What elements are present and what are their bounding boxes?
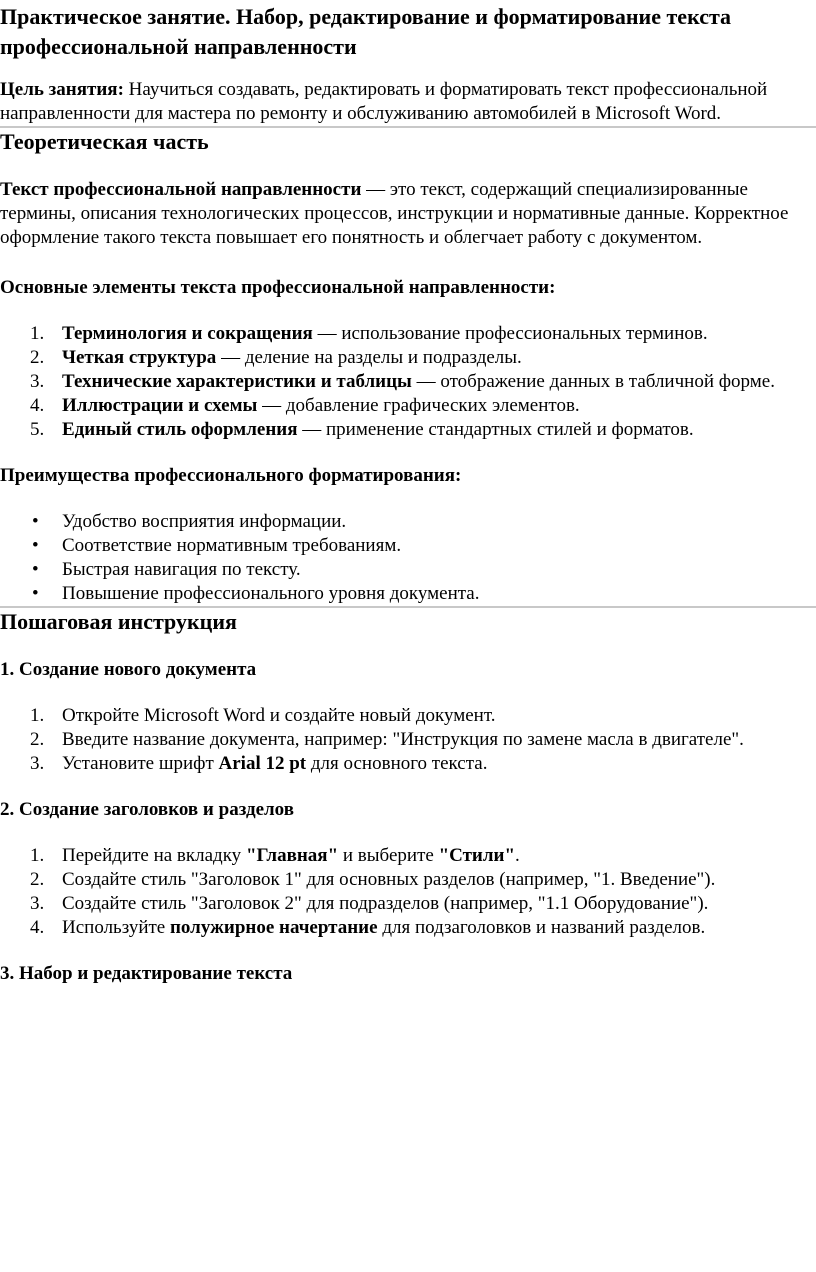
- list-item: [0, 534, 816, 558]
- step-section-2-list: [0, 844, 816, 940]
- list-item-text: — применение стандартных стилей и форматов.: [297, 419, 694, 440]
- list-item-bold-2: "Стили": [438, 845, 516, 866]
- list-number: 3.: [30, 753, 45, 774]
- list-item-term: Иллюстрации и схемы: [62, 395, 258, 416]
- list-item: [0, 844, 816, 868]
- step-section-2-heading: 2. Создание заголовков и разделов: [0, 799, 294, 820]
- list-item: [0, 704, 816, 728]
- list-item: [0, 892, 816, 916]
- goal-paragraph: [0, 78, 816, 126]
- bullet-icon: •: [32, 559, 39, 580]
- bullet-icon: •: [32, 583, 39, 604]
- list-item: [0, 558, 816, 582]
- list-item: [0, 916, 816, 940]
- bullet-icon: •: [32, 535, 39, 556]
- list-item-text-end: .: [515, 845, 520, 866]
- list-item-term: Четкая структура: [62, 347, 217, 368]
- list-number: 3.: [30, 371, 45, 392]
- list-item: [0, 322, 816, 346]
- list-number: 2.: [30, 729, 45, 750]
- list-item: [0, 418, 816, 442]
- list-item-text: Откройте Microsoft Word и создайте новый документ.: [62, 705, 496, 726]
- list-item-term: Единый стиль оформления: [62, 419, 298, 440]
- advantages-heading: Преимущества профессионального форматирования:: [0, 465, 462, 486]
- title-line-2: профессиональной направленности: [0, 34, 357, 59]
- elements-heading: Основные элементы текста профессиональной направленности:: [0, 277, 556, 298]
- theory-heading: Теоретическая часть: [0, 129, 209, 154]
- list-item-text: Введите название документа, например: "Инструкция по замене масла в двигателе".: [62, 729, 744, 750]
- steps-heading: Пошаговая инструкция: [0, 609, 237, 634]
- list-item: [0, 752, 816, 776]
- list-item-text: Перейдите на вкладку: [62, 845, 246, 866]
- step-section-3-heading: 3. Набор и редактирование текста: [0, 963, 293, 984]
- list-number: 5.: [30, 419, 45, 440]
- list-item-bold: Arial 12 pt: [218, 753, 307, 774]
- title-line-1: Практическое занятие. Набор, редактирование и форматирование текста: [0, 4, 732, 29]
- step-section-1-heading: 1. Создание нового документа: [0, 659, 257, 680]
- list-number: 2.: [30, 869, 45, 890]
- elements-list: [0, 322, 816, 442]
- list-item-text: — использование профессиональных терминов.: [312, 323, 708, 344]
- list-item-bold: "Главная": [245, 845, 339, 866]
- step-section-1-list: [0, 704, 816, 776]
- list-number: 4.: [30, 917, 45, 938]
- definition-term: Текст профессиональной направленности: [0, 179, 362, 200]
- list-item-text: Быстрая навигация по тексту.: [62, 559, 301, 580]
- list-item-text: Создайте стиль "Заголовок 2" для подразделов (например, "1.1 Оборудование").: [62, 893, 709, 914]
- list-number: 3.: [30, 893, 45, 914]
- goal-text: Научиться создавать, редактировать и форматировать текст профессиональной направленности для мастера по ремонту и обслуживанию автомобилей в Microsoft Word.: [0, 79, 768, 124]
- list-item-text: — деление на разделы и подразделы.: [216, 347, 522, 368]
- list-item-text: Удобство восприятия информации.: [62, 511, 347, 532]
- list-item: [0, 868, 816, 892]
- list-item: [0, 728, 816, 752]
- definition-paragraph: [0, 178, 816, 250]
- definition-text: — это текст, содержащий специализированные термины, описания технологических процессов, инструкции и нормативные данные. Корректное оформление такого текста повышает его понятность и облегчает работу с документом.: [0, 179, 789, 248]
- list-item-text-after: для подзаголовков и названий разделов.: [377, 917, 706, 938]
- list-item: [0, 394, 816, 418]
- list-item-text: — добавление графических элементов.: [257, 395, 580, 416]
- list-item-term: Технические характеристики и таблицы: [62, 371, 412, 392]
- list-item: [0, 510, 816, 534]
- list-item-bold: полужирное начертание: [169, 917, 378, 938]
- list-item: [0, 370, 816, 394]
- list-number: 2.: [30, 347, 45, 368]
- document-title: [0, 2, 816, 62]
- list-item-text: Создайте стиль "Заголовок 1" для основных разделов (например, "1. Введение").: [62, 869, 716, 890]
- list-item-text-after: для основного текста.: [306, 753, 488, 774]
- list-number: 1.: [30, 705, 45, 726]
- list-item-term: Терминология и сокращения: [62, 323, 313, 344]
- list-item: [0, 582, 816, 606]
- list-item: [0, 346, 816, 370]
- list-number: 1.: [30, 323, 45, 344]
- list-item-text: Соответствие нормативным требованиям.: [62, 535, 402, 556]
- list-item-text: Установите шрифт: [62, 753, 219, 774]
- list-number: 4.: [30, 395, 45, 416]
- goal-label: Цель занятия:: [0, 79, 124, 100]
- advantages-list: [0, 510, 816, 606]
- list-number: 1.: [30, 845, 45, 866]
- list-item-text: Повышение профессионального уровня документа.: [62, 583, 480, 604]
- bullet-icon: •: [32, 511, 39, 532]
- list-item-text-after: и выберите: [338, 845, 439, 866]
- list-item-text: — отображение данных в табличной форме.: [411, 371, 775, 392]
- list-item-text: Используйте: [62, 917, 170, 938]
